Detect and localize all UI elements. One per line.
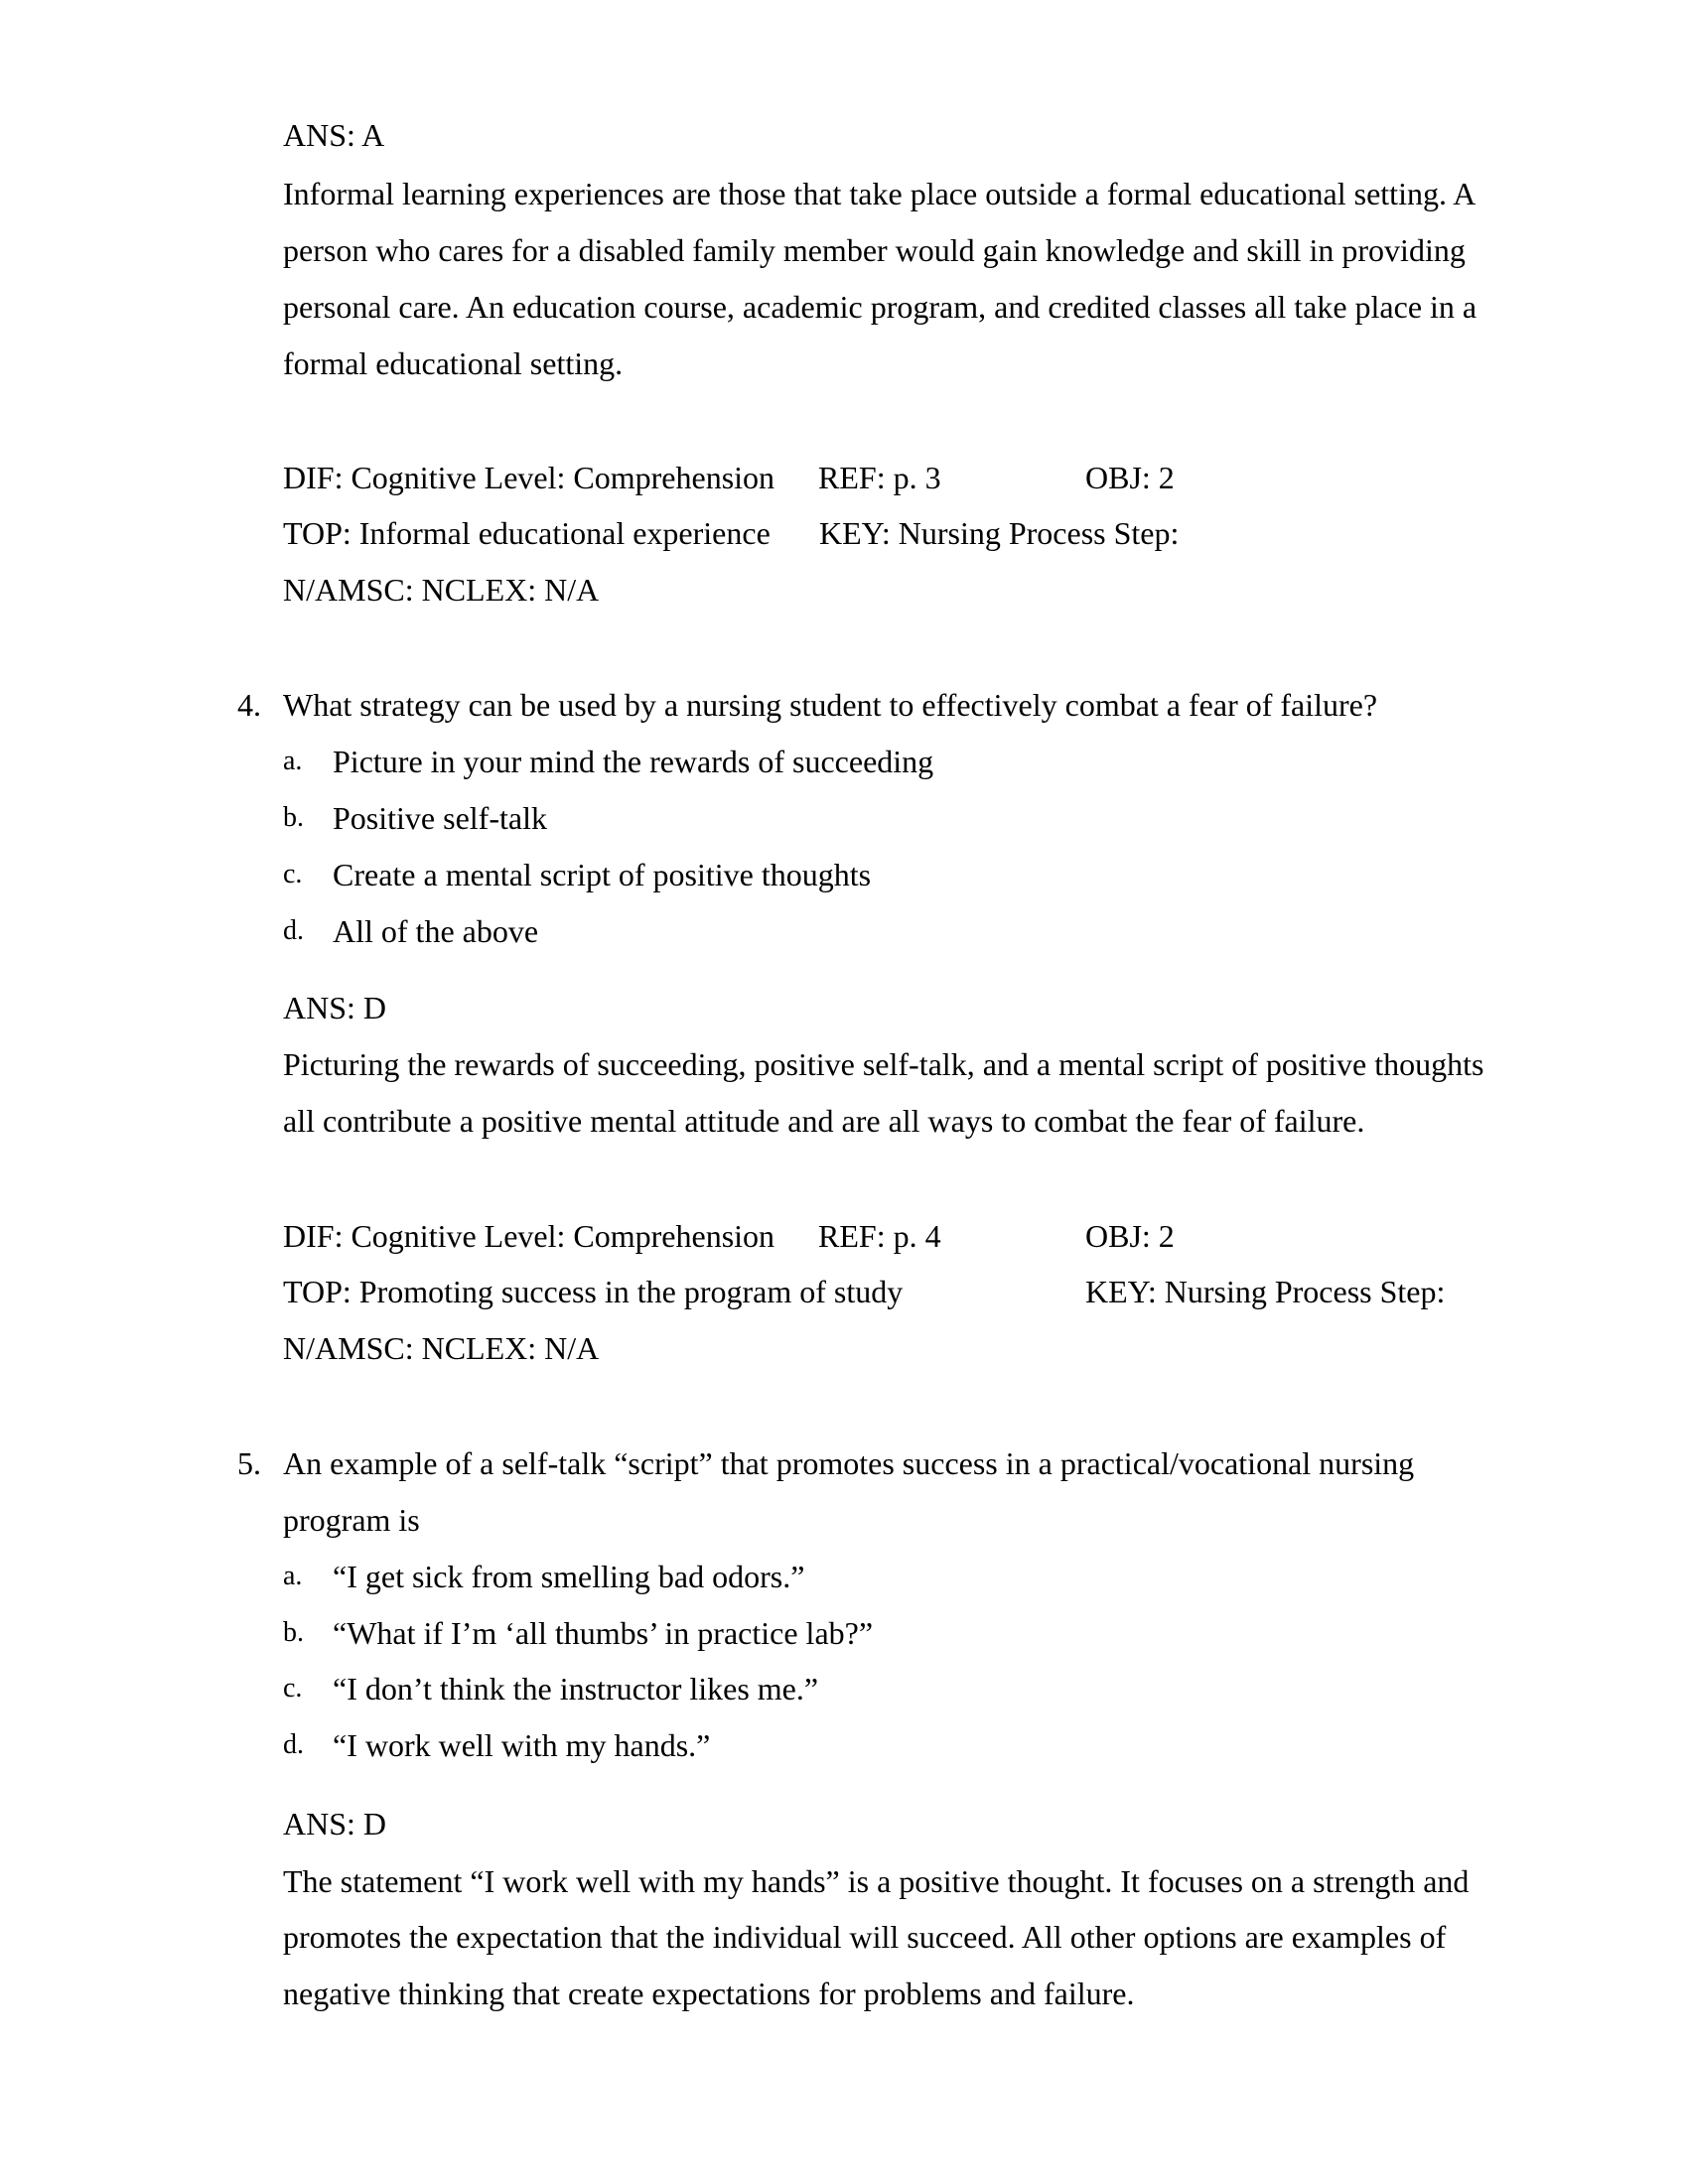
q4-answer: ANS: D — [283, 990, 387, 1025]
q5-option-text: “I work well with my hands.” — [333, 1727, 711, 1763]
q5-option-text: “I don’t think the instructor likes me.” — [333, 1671, 819, 1706]
q4-top: TOP: Promoting success in the program of study — [283, 1274, 904, 1309]
q5-rationale-line: negative thinking that create expectations for problems and failure. — [283, 1976, 1135, 2011]
q4-option-text: Picture in your mind the rewards of succeeding — [333, 744, 934, 779]
q4-key: KEY: Nursing Process Step: — [1085, 1274, 1446, 1309]
q5-rationale-line: The statement “I work well with my hands” is a positive thought. It focuses on a strength and — [283, 1863, 1470, 1899]
q3-rationale-line: Informal learning experiences are those that take place outside a formal educational setting. A — [283, 176, 1477, 211]
q3-ref: REF: p. 3 — [818, 460, 941, 495]
q3-top: TOP: Informal educational experience — [283, 515, 771, 551]
q5-option-letter: c. — [283, 1673, 303, 1704]
q5-option-letter: d. — [283, 1729, 304, 1760]
q4-dif: DIF: Cognitive Level: Comprehension — [283, 1218, 775, 1254]
q3-dif: DIF: Cognitive Level: Comprehension — [283, 460, 775, 495]
q5-option-letter: b. — [283, 1617, 304, 1648]
q3-msc: N/AMSC: NCLEX: N/A — [283, 572, 600, 608]
q4-option-letter: c. — [283, 859, 303, 889]
q4-option-letter: a. — [283, 746, 303, 776]
q4-option-letter: d. — [283, 915, 304, 946]
q5-stem-line: program is — [283, 1502, 420, 1538]
q4-ref: REF: p. 4 — [818, 1218, 941, 1254]
q5-option-text: “What if I’m ‘all thumbs’ in practice lab?” — [333, 1615, 874, 1651]
q4-stem: What strategy can be used by a nursing student to effectively combat a fear of failure? — [283, 687, 1378, 723]
q5-rationale-line: promotes the expectation that the individual will succeed. All other options are examples of — [283, 1919, 1447, 1955]
q4-option-text: Create a mental script of positive thoughts — [333, 857, 872, 892]
q4-obj: OBJ: 2 — [1085, 1218, 1175, 1254]
q3-answer: ANS: A — [283, 117, 385, 153]
q5-option-text: “I get sick from smelling bad odors.” — [333, 1559, 805, 1594]
q4-option-letter: b. — [283, 802, 304, 833]
q5-option-letter: a. — [283, 1561, 303, 1591]
q4-rationale-line: all contribute a positive mental attitude and are all ways to combat the fear of failure. — [283, 1103, 1365, 1139]
q3-rationale-line: person who cares for a disabled family member would gain knowledge and skill in providing — [283, 232, 1466, 268]
q4-msc: N/AMSC: NCLEX: N/A — [283, 1330, 600, 1366]
q4-option-text: All of the above — [333, 913, 539, 949]
q3-key: KEY: Nursing Process Step: — [819, 515, 1180, 551]
q3-rationale-line: personal care. An education course, academic program, and credited classes all take place in a — [283, 289, 1477, 325]
q5-answer: ANS: D — [283, 1806, 387, 1842]
q4-rationale-line: Picturing the rewards of succeeding, positive self-talk, and a mental script of positive thoughts — [283, 1046, 1484, 1082]
q3-obj: OBJ: 2 — [1085, 460, 1175, 495]
q5-number: 5. — [237, 1445, 261, 1481]
q3-rationale-line: formal educational setting. — [283, 345, 624, 381]
q4-option-text: Positive self-talk — [333, 800, 547, 836]
q5-stem-line: An example of a self-talk “script” that promotes success in a practical/vocational nursing — [283, 1445, 1415, 1481]
q4-number: 4. — [237, 687, 261, 723]
